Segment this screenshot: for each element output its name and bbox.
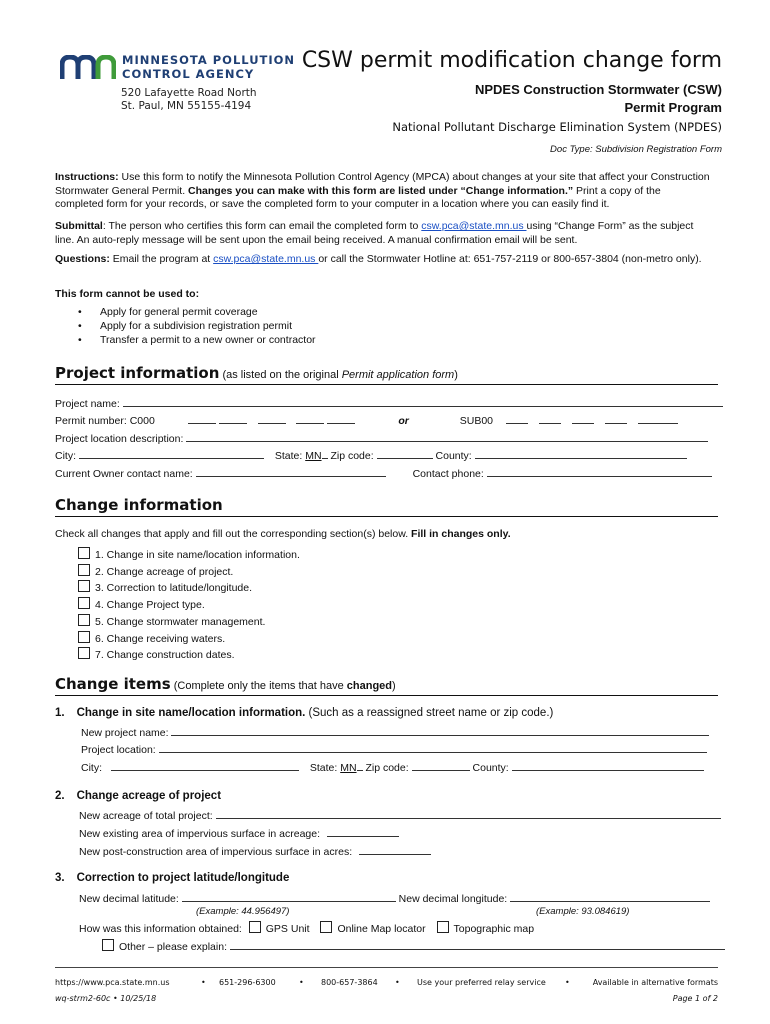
post-construction-field[interactable]: New post-construction area of impervious surface in acres:	[79, 843, 431, 859]
footer-bullet: •	[395, 978, 400, 987]
mpca-logo-icon	[60, 55, 116, 81]
agency-address: 520 Lafayette Road North St. Paul, MN 55155-4194	[121, 87, 257, 112]
item1-heading: 1. Change in site name/location information. (Such as a reassigned street name or zip code.)	[55, 707, 554, 719]
checkbox[interactable]	[78, 564, 90, 576]
project-info-header: Project information (as listed on the original Permit application form)	[55, 364, 718, 385]
item2-heading: 2. Change acreage of project	[55, 790, 222, 802]
cannot-heading: This form cannot be used to:	[55, 288, 200, 300]
footer-phone1: 651-296-6300	[219, 978, 276, 987]
page-number: Page 1 of 2	[672, 994, 718, 1003]
owner-phone-row[interactable]: Current Owner contact name: Contact phone:	[55, 465, 712, 481]
permit-number-field[interactable]: Permit number: C000 or SUB00	[55, 412, 678, 428]
cannot-list	[78, 305, 316, 347]
questions-email-link[interactable]: csw.pca@state.mn.us	[213, 253, 319, 265]
item1-city-row[interactable]: City: State: MN Zip code: County:	[81, 759, 704, 775]
map-locator-checkbox[interactable]	[320, 921, 332, 933]
checkbox-item[interactable]: 1. Change in site name/location information.	[78, 547, 300, 564]
checkbox[interactable]	[78, 631, 90, 643]
footer-doc-id: wq-strm2-60c • 10/25/18	[55, 994, 157, 1003]
existing-impervious-field[interactable]: New existing area of impervious surface in acreage:	[79, 825, 399, 841]
footer-formats: Available in alternative formats	[592, 978, 718, 987]
latitude-example: (Example: 44.956497)	[196, 906, 290, 917]
list-item: • Apply for a subdivision registration permit	[78, 319, 316, 333]
change-info-header: Change information	[55, 496, 718, 517]
lat-lon-row[interactable]: New decimal latitude: New decimal longitude:	[79, 890, 710, 906]
location-description-field[interactable]: Project location description:	[55, 430, 708, 446]
page-title: CSW permit modification change form	[301, 48, 722, 73]
instructions-paragraph: Instructions: Use this form to notify the Minnesota Pollution Control Agency (MPCA) about changes at your site that affect your Construction Stormwater General Permit. Changes you can make with this form are listed under “Change information.” Print a copy of the completed form for your records, or save the completed form to your computer in a location where you can easily find it.	[55, 171, 710, 210]
list-item: • Apply for general permit coverage	[78, 305, 316, 319]
total-acreage-field[interactable]: New acreage of total project:	[79, 807, 721, 823]
change-info-intro: Check all changes that apply and fill out the corresponding section(s) below. Fill in changes only.	[55, 528, 511, 540]
change-items-header: Change items (Complete only the items that have changed)	[55, 675, 718, 696]
other-explain-row[interactable]: Other – please explain:	[102, 938, 725, 954]
checkbox-item[interactable]: 7. Change construction dates.	[78, 647, 300, 664]
footer-relay: Use your preferred relay service	[417, 978, 546, 987]
city-state-zip-county-row[interactable]: City: State: MN Zip code: County:	[55, 447, 687, 463]
footer-bullet: •	[299, 978, 304, 987]
change-checklist	[78, 547, 300, 664]
longitude-example: (Example: 93.084619)	[536, 906, 630, 917]
checkbox-item[interactable]: 4. Change Project type.	[78, 597, 300, 614]
project-location-field[interactable]: Project location:	[81, 741, 707, 757]
other-checkbox[interactable]	[102, 939, 114, 951]
questions-paragraph: Questions: Email the program at csw.pca@state.mn.us or call the Stormwater Hotline at: 651-757-2119 or 800-657-3804 (non-metro only).	[55, 253, 702, 265]
checkbox[interactable]	[78, 580, 90, 592]
footer-bullet: •	[565, 978, 570, 987]
agency-name: MINNESOTA POLLUTION CONTROL AGENCY	[122, 53, 296, 81]
submittal-email-link[interactable]: csw.pca@state.mn.us	[421, 220, 527, 232]
footer-phone2: 800-657-3864	[321, 978, 378, 987]
checkbox-item[interactable]: 5. Change stormwater management.	[78, 614, 300, 631]
checkbox-item[interactable]: 2. Change acreage of project.	[78, 564, 300, 581]
source-options-row: How was this information obtained: GPS Unit Online Map locator Topographic map	[79, 923, 535, 935]
subtitle-line2: Permit Program	[624, 100, 722, 115]
footer	[55, 967, 718, 1003]
checkbox-item[interactable]: 3. Correction to latitude/longitude.	[78, 580, 300, 597]
submittal-paragraph: Submittal: The person who certifies this form can email the completed form to csw.pca@state.mn.us using “Change Form” as the subject line. An auto-reply message will be sent upon the email being received. A manual confirmation email will be sent.	[55, 220, 694, 246]
checkbox-item[interactable]: 6. Change receiving waters.	[78, 631, 300, 648]
program-name: National Pollutant Discharge Elimination System (NPDES)	[392, 120, 722, 134]
footer-url[interactable]: https://www.pca.state.mn.us	[55, 978, 170, 987]
doc-type: Doc Type: Subdivision Registration Form	[550, 144, 722, 155]
list-item: • Transfer a permit to a new owner or contractor	[78, 333, 316, 347]
checkbox[interactable]	[78, 547, 90, 559]
project-name-field[interactable]: Project name:	[55, 395, 723, 411]
gps-checkbox[interactable]	[249, 921, 261, 933]
subtitle-line1: NPDES Construction Stormwater (CSW)	[474, 82, 722, 97]
checkbox[interactable]	[78, 614, 90, 626]
footer-bullet: •	[201, 978, 206, 987]
topographic-checkbox[interactable]	[437, 921, 449, 933]
item3-heading: 3. Correction to project latitude/longitude	[55, 872, 290, 884]
checkbox[interactable]	[78, 597, 90, 609]
new-project-name-field[interactable]: New project name:	[81, 724, 709, 740]
checkbox[interactable]	[78, 647, 90, 659]
